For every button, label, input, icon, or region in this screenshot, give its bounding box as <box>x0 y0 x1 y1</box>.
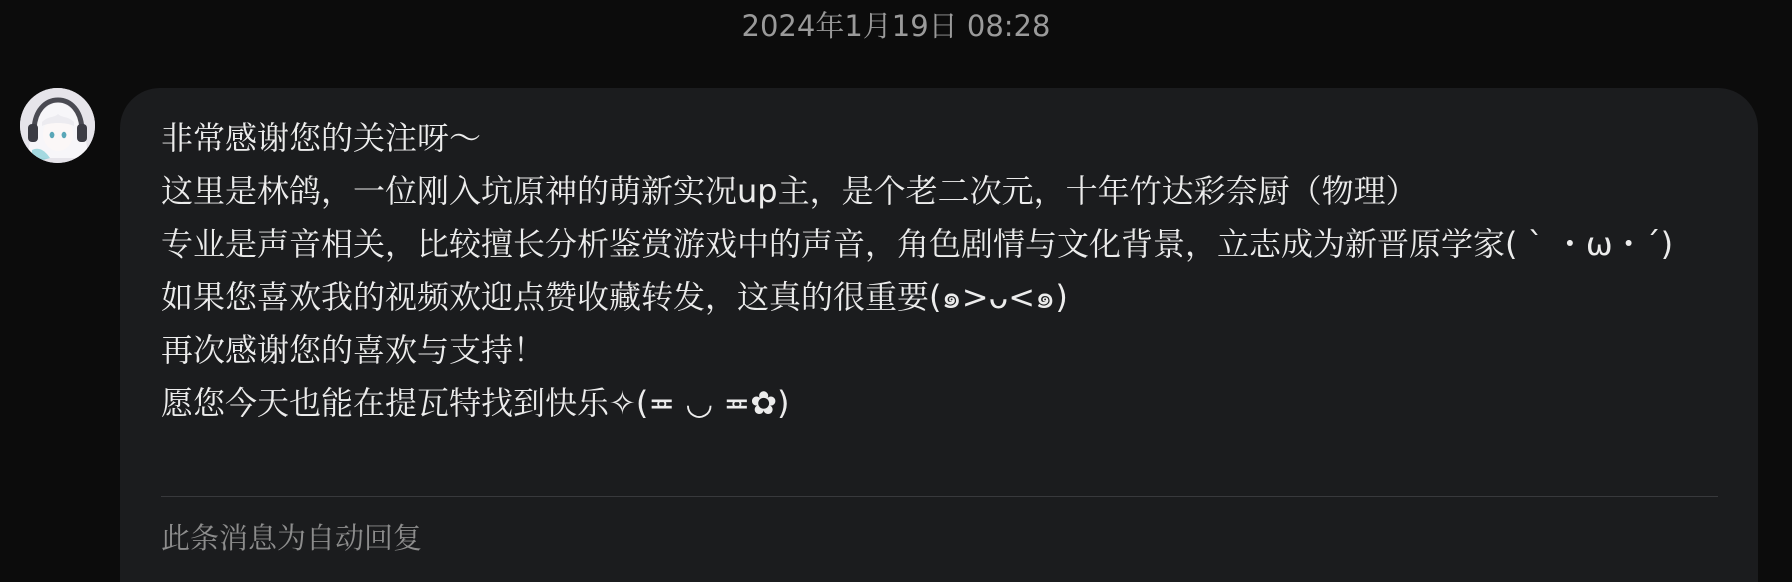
anime-avatar-icon <box>20 88 95 163</box>
message-line: 愿您今天也能在提瓦特找到快乐✧(≖ ◡ ≖✿) <box>161 384 790 422</box>
message-timestamp: 2024年1月19日 08:28 <box>741 9 1051 43</box>
message-line: 如果您喜欢我的视频欢迎点赞收藏转发，这真的很重要(๑>ᴗ<๑) <box>161 278 1068 316</box>
message-line: 再次感谢您的喜欢与支持！ <box>161 331 546 369</box>
message-bubble <box>120 88 1758 582</box>
message-line: 这里是林鸽，一位刚入坑原神的萌新实况up主，是个老二次元，十年竹达彩奈厨（物理） <box>161 172 1418 210</box>
message-divider <box>161 496 1718 497</box>
sender-avatar[interactable] <box>20 88 95 163</box>
auto-reply-note: 此条消息为自动回复 <box>161 521 423 555</box>
message-line: 专业是声音相关，比较擅长分析鉴赏游戏中的声音，角色剧情与文化背景，立志成为新晋原学家( ˋ ・ω・ˊ) <box>161 225 1674 263</box>
message-line: 非常感谢您的关注呀～ <box>161 119 482 157</box>
